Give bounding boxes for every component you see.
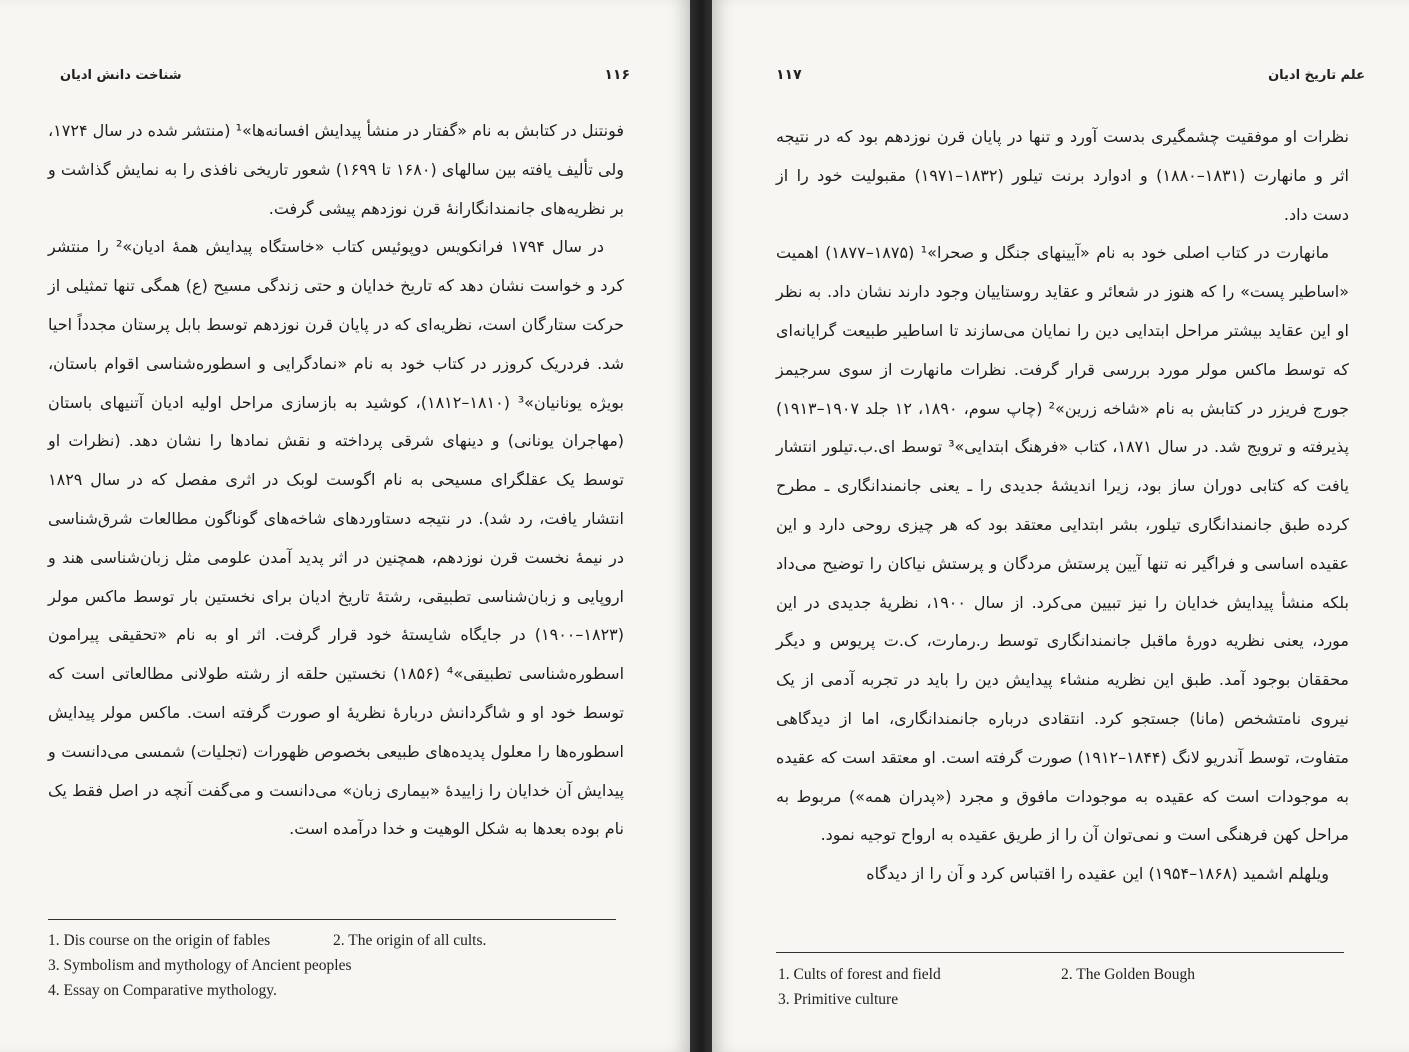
footnote: 1. Dis course on the origin of fables: [48, 931, 271, 949]
right-footnotes: [778, 962, 1378, 1012]
left-page-number: ۱۱۶: [604, 67, 630, 83]
right-page-number: ۱۱۷: [776, 67, 802, 83]
right-page-body: [776, 118, 1349, 894]
right-page-header: [776, 62, 1365, 88]
left-footnotes: [48, 928, 648, 1003]
left-page-running-title: شناخت دانش ادیان: [60, 67, 182, 83]
footnote-row: [778, 962, 1378, 987]
footnote: 1. Cults of forest and field: [778, 965, 941, 983]
right-paragraph-1: نظرات او موفقیت چشمگیری بدست آورد و تنها در پایان قرن نوزدهم بود که در نتیجه اثر و مانهارت (۱۸۳۱–۱۸۸۰) و ادوارد برنت تیلور (۱۸۳۲–۱۹۷۱) مقبولیت خود را از دست داد.: [776, 127, 1350, 224]
footnote: 2. The Golden Bough: [1061, 965, 1196, 983]
footnote-row: [48, 953, 648, 978]
left-page-header: [60, 62, 630, 88]
right-page: [712, 0, 1409, 1052]
right-page-running-title: علم تاریخ ادیان: [1268, 67, 1365, 83]
footnote: 3. Symbolism and mythology of Ancient peoples: [48, 956, 352, 974]
right-paragraph-3: ویلهلم اشمید (۱۸۶۸–۱۹۵۴) این عقیده را اقتباس کرد و آن را از دیدگاه: [866, 864, 1329, 884]
left-paragraph-1: فونتنل در کتابش به نام «گفتار در منشأ پیدایش افسانه‌ها»¹ (منتشر شده در سال ۱۷۲۴، ولی تألیف یافته بین سالهای (۱۶۸۰ تا ۱۶۹۹) شعور تاریخی نافذی را به نمایش گذاشت و بر نظریه‌های جانمندانگارانهٔ قرن نوزدهم پیشی گرفت.: [48, 121, 624, 218]
right-paragraph-2: مانهارت در کتاب اصلی خود به نام «آیینهای جنگل و صحرا»¹ (۱۸۷۵–۱۸۷۷) اهمیت «اساطیر پست» را که هنوز در شعائر و عقاید روستاییان وجود دارند نشان داد. به نظر او این عقاید بیشتر مراحل ابتدایی دین را نمایان می‌سازند تا اساطیر طبیعت گرایانه‌ای که توسط ماکس مولر مورد بررسی قرار گرفت. نظرات مانهارت از سوی سرجیمز جورج فریزر در کتابش به نام «شاخه زرین»² (چاپ سوم، ۱۸۹۰، ۱۲ جلد ۱۹۰۷–۱۹۱۳) پذیرفته و ترویج شد. در سال ۱۸۷۱، کتاب «فرهنگ ابتدایی»³ توسط ای.ب.تیلور انتشار یافت که کتابی دوران ساز بود، زیرا اندیشهٔ جدیدی را ـ یعنی جانمندانگاری ـ مطرح کرده طبق جانمندانگاری تیلور، بشر ابتدایی معتقد بود که هر چیزی روحی دارد و این عقیده اساسی و فراگیر نه تنها آیین پرستش مردگان و پرستش نیاکان را توضیح می‌داد بلکه منشأ پیدایش خدایان را نیز تبیین می‌کرد. از سال ۱۹۰۰، نظریهٔ جدیدی در این مورد، یعنی نظریه دورهٔ ماقبل جانمندانگاری توسط ر.رمارت، ک.ت پریوس و دیگر محققان بوجود آمد. طبق این نظریه منشاء پیدایش دین را باید در تجربه آدمی از یک نیروی نامتشخص (مانا) جستجو کرد. انتقادی درباره جانمندانگاری، اما از دیدگاهی متفاوت، توسط آندریو لانگ (۱۸۴۴–۱۹۱۲) صورت گرفته است. او معتقد است که عقیده به موجودات است که عقیده به موجودات مافوق و مجرد («پدران همه») مربوط به مراحل کهن فرهنگی است و نمی‌توان آن را از طریق عقیده به ارواح توجیه نمود.: [776, 243, 1350, 845]
footnote-row: [778, 987, 1378, 1012]
left-paragraph-2: در سال ۱۷۹۴ فرانکویس دوپوئیس کتاب «خاستگاه پیدایش همهٔ ادیان»² را منتشر کرد و خواست نشان دهد که تاریخ خدایان و حتی زندگی مسیح (ع) همگی تنها تمثیلی از حرکت ستارگان است، نظریه‌ای که در پایان قرن نوزدهم توسط بابل پرستان مجدداً احیا شد. فردریک کروزر در کتاب خود به نام «نمادگرایی و اسطوره‌شناسی اقوام باستان، بویژه یونانیان»³ (۱۸۱۰–۱۸۱۲)، کوشید به بازسازی مراحل اولیه ادیان آتنیهای باستان (مهاجران یونانی) و دینهای شرقی پرداخته و نقش نمادها را نشان دهد. (نظرات او توسط یک عقلگرای مسیحی به نام اگوست لوبک در اثری مفصل که در سال ۱۸۲۹ انتشار یافت، رد شد). در نتیجه دستاوردهای شاخه‌های گوناگون مطالعات شرق‌شناسی در نیمهٔ نخست قرن نوزدهم، همچنین در اثر پدید آمدن علومی مثل زبان‌شناسی هند و اروپایی و زبان‌شناسی تطبیقی، رشتهٔ تاریخ ادیان برای نخستین بار توسط ماکس مولر (۱۸۲۳–۱۹۰۰) در جایگاه شایستهٔ خود قرار گرفت. اثر او به نام «تحقیقی پیرامون اسطوره‌شناسی تطبیقی»⁴ (۱۸۵۶) نخستین حلقه از رشته طولانی مطالعاتی است که توسط خود او و شاگردانش دربارهٔ نظریهٔ او صورت گرفته است. ماکس مولر پیدایش اسطوره‌ها را معلول پدیده‌های طبیعی بخصوص ظهورات (تجلیات) شمسی می‌دانست و پیدایش آن خدایان را زاییدهٔ «بیماری زبان» می‌دانست و می‌گفت آنچه در اصل فقط یک نام بوده بعدها به شکل الوهیت و خدا درآمده است.: [48, 237, 625, 839]
book-gutter: [690, 0, 712, 1052]
footnote: 3. Primitive culture: [778, 990, 899, 1008]
footnote: 2. The origin of all cults.: [333, 931, 487, 949]
footnote: 4. Essay on Comparative mythology.: [48, 981, 277, 999]
left-page: [0, 0, 690, 1052]
right-footnote-rule: [776, 952, 1344, 953]
footnote-row: [48, 928, 648, 953]
left-footnote-rule: [48, 919, 616, 920]
footnote-row: [48, 978, 648, 1003]
left-page-body: [48, 112, 624, 849]
